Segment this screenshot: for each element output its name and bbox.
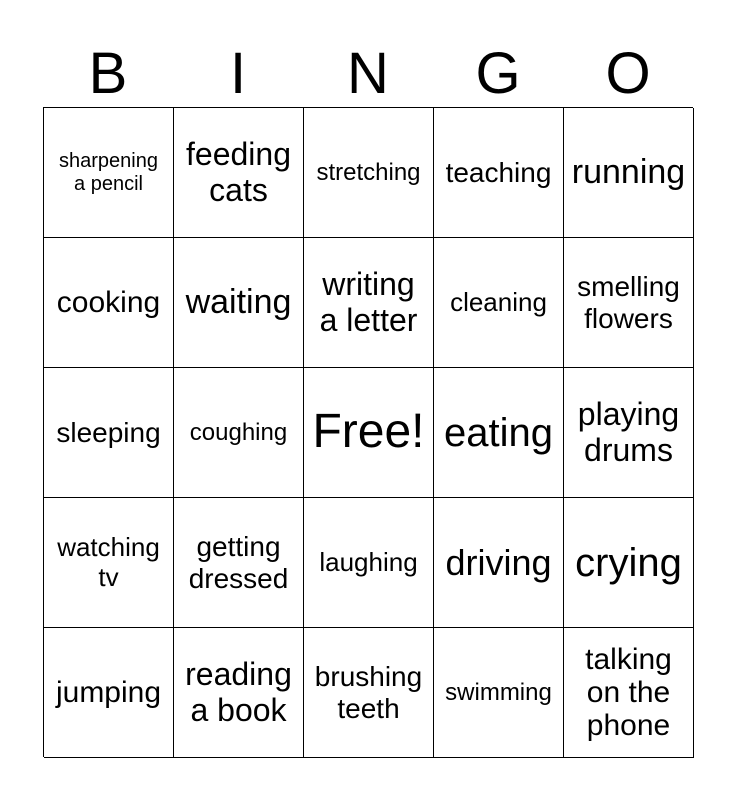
bingo-cell[interactable]: cleaning bbox=[434, 238, 564, 368]
header-letter-i: I bbox=[229, 41, 247, 106]
bingo-cell-free[interactable]: Free! bbox=[304, 368, 434, 498]
bingo-cell[interactable]: running bbox=[564, 108, 694, 238]
header-letter-b: B bbox=[88, 41, 128, 106]
bingo-cell[interactable]: crying bbox=[564, 498, 694, 628]
bingo-cell[interactable]: eating bbox=[434, 368, 564, 498]
bingo-cell[interactable]: teaching bbox=[434, 108, 564, 238]
bingo-cell[interactable]: jumping bbox=[44, 628, 174, 758]
bingo-cell[interactable]: feeding cats bbox=[174, 108, 304, 238]
bingo-cell[interactable]: laughing bbox=[304, 498, 434, 628]
header-letter-o: O bbox=[605, 41, 651, 106]
bingo-cell[interactable]: stretching bbox=[304, 108, 434, 238]
bingo-cell[interactable]: playing drums bbox=[564, 368, 694, 498]
bingo-cell[interactable]: cooking bbox=[44, 238, 174, 368]
bingo-cell[interactable]: smelling flowers bbox=[564, 238, 694, 368]
bingo-cell[interactable]: driving bbox=[434, 498, 564, 628]
header-letter-n: N bbox=[347, 41, 389, 106]
bingo-cell[interactable]: talking on the phone bbox=[564, 628, 694, 758]
bingo-cell[interactable]: swimming bbox=[434, 628, 564, 758]
bingo-grid bbox=[43, 107, 693, 757]
bingo-cell[interactable]: waiting bbox=[174, 238, 304, 368]
bingo-cell[interactable]: sleeping bbox=[44, 368, 174, 498]
bingo-cell[interactable]: writing a letter bbox=[304, 238, 434, 368]
bingo-cell[interactable]: coughing bbox=[174, 368, 304, 498]
bingo-cell[interactable]: reading a book bbox=[174, 628, 304, 758]
bingo-cell[interactable]: watching tv bbox=[44, 498, 174, 628]
bingo-cell[interactable]: getting dressed bbox=[174, 498, 304, 628]
bingo-header bbox=[43, 40, 693, 108]
header-letter-g: G bbox=[475, 41, 521, 106]
bingo-cell[interactable]: sharpening a pencil bbox=[44, 108, 174, 238]
bingo-cell[interactable]: brushing teeth bbox=[304, 628, 434, 758]
